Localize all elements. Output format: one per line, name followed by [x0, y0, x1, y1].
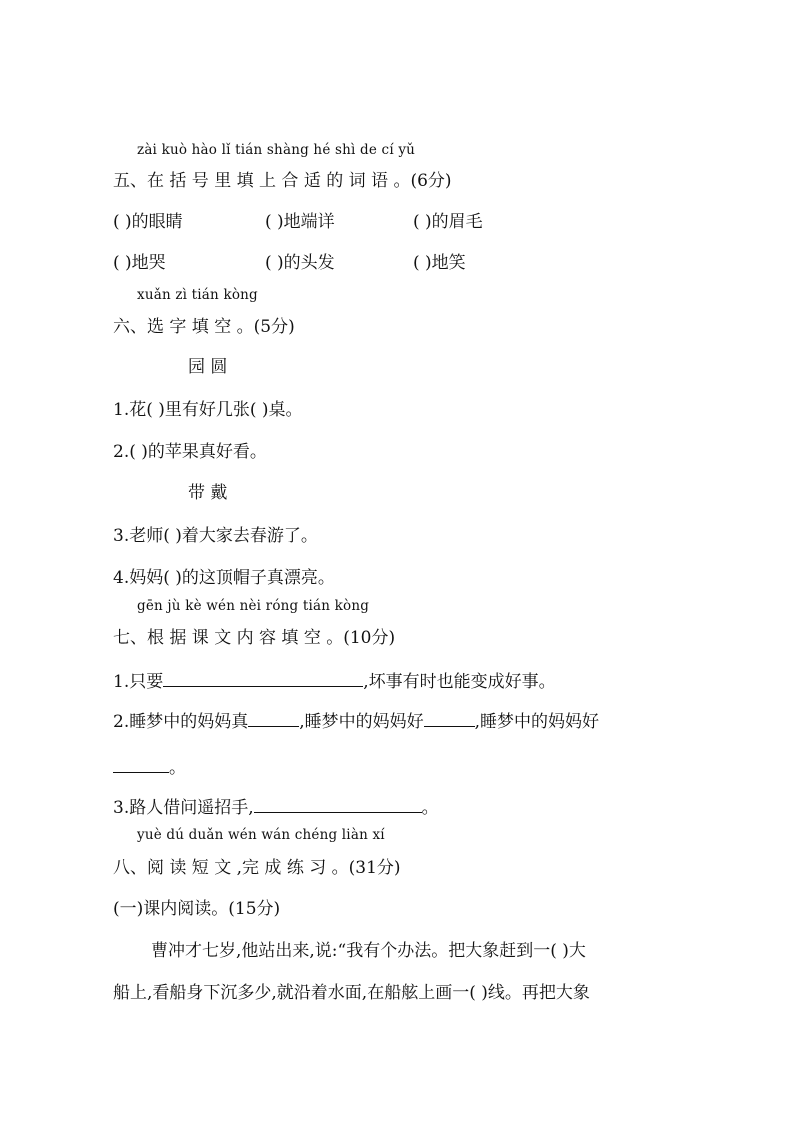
s7-q1-start: 1.只要 — [113, 672, 164, 692]
s5-heading: 五、在 括 号 里 填 上 合 适 的 词 语 。(6分) — [113, 171, 452, 191]
s7-question-2-continued — [113, 756, 186, 779]
s5-pinyin: zài kuò hào lǐ tián shàng hé shì de cí yǔ — [137, 142, 416, 158]
s5-row2-item1: ( )地哭 — [113, 253, 166, 273]
s7-question-2 — [113, 710, 599, 733]
s7-heading: 七、根 据 课 文 内 容 填 空 。(10分) — [113, 628, 396, 648]
s7-q3-end: 。 — [421, 798, 439, 818]
s6-char-pair-2: 带 戴 — [188, 483, 228, 503]
s7-pinyin: gēn jù kè wén nèi róng tián kòng — [137, 598, 370, 614]
s7-q2-b: ,睡梦中的妈妈好 — [299, 712, 424, 732]
s7-q2-blank-1[interactable] — [248, 710, 299, 727]
s7-q2-c: ,睡梦中的妈妈好 — [474, 712, 600, 732]
s7-question-3 — [113, 796, 439, 819]
s6-char-pair-1: 园 圆 — [188, 357, 228, 377]
s5-row2-item3: ( )地笑 — [413, 253, 466, 273]
s5-row1-item3: ( )的眉毛 — [413, 212, 483, 232]
s7-q2-blank-3[interactable] — [113, 756, 169, 773]
s7-q2-end: 。 — [169, 758, 186, 778]
s7-q3-blank[interactable] — [254, 796, 422, 813]
s8-pinyin: yuè dú duǎn wén wán chéng liàn xí — [137, 827, 385, 843]
s7-question-1 — [113, 670, 556, 693]
s7-q1-end: ,坏事有时也能变成好事。 — [363, 672, 556, 692]
s7-q1-blank[interactable] — [163, 670, 363, 687]
s8-heading: 八、阅 读 短 文 ,完 成 练 习 。(31分) — [113, 858, 401, 878]
s6-question-1: 1.花( )里有好几张( )桌。 — [113, 400, 303, 420]
s5-row1-item1: ( )的眼睛 — [113, 212, 183, 232]
s8-subheading: (一)课内阅读。(15分) — [113, 899, 281, 919]
s6-pinyin: xuǎn zì tián kòng — [137, 287, 258, 303]
s5-row2-item2: ( )的头发 — [265, 253, 335, 273]
s7-q3-start: 3.路人借问遥招手, — [113, 798, 254, 818]
s7-q2-a: 2.睡梦中的妈妈真 — [113, 712, 249, 732]
s6-question-3: 3.老师( )着大家去春游了。 — [113, 526, 318, 546]
s5-row1-item2: ( )地端详 — [265, 212, 335, 232]
s6-question-4: 4.妈妈( )的这顶帽子真漂亮。 — [113, 568, 335, 588]
s8-passage-line-2: 船上,看船身下沉多少,就沿着水面,在船舷上画一( )线。再把大象 — [113, 983, 590, 1003]
s6-question-2: 2.( )的苹果真好看。 — [113, 442, 267, 462]
s6-heading: 六、选 字 填 空 。(5分) — [113, 317, 295, 337]
s7-q2-blank-2[interactable] — [424, 710, 475, 727]
s8-passage-line-1: 曹冲才七岁,他站出来,说:“我有个办法。把大象赶到一( )大 — [151, 941, 586, 961]
